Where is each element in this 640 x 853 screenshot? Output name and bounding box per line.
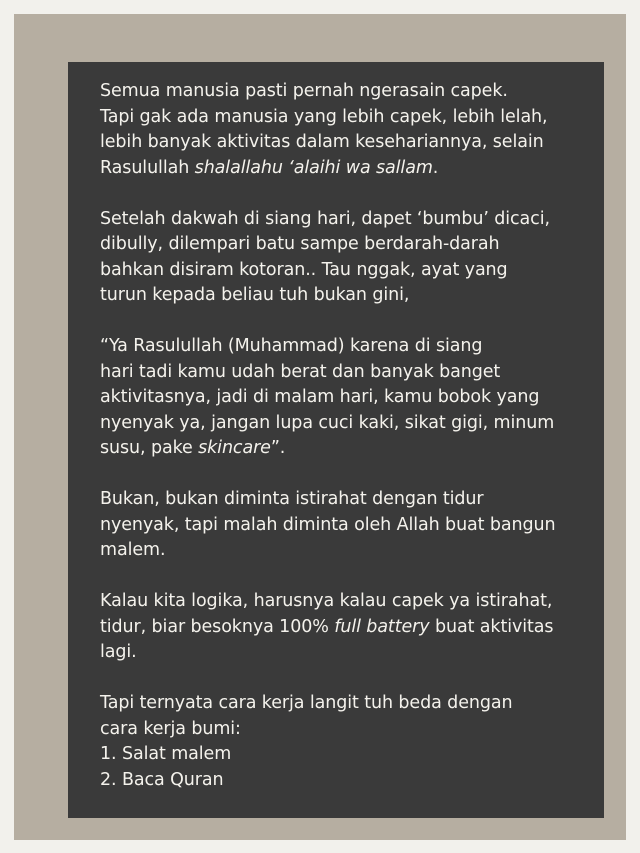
paragraph-1 <box>100 79 590 181</box>
paragraph-5 <box>100 589 590 666</box>
paragraph-3-quote <box>100 334 590 462</box>
text-segment: Rasulullah <box>100 157 195 178</box>
beige-frame <box>14 14 626 840</box>
text-segment: tidur, biar besoknya 100% <box>100 616 335 637</box>
text-segment: susu, pake <box>100 438 199 458</box>
italic-phrase: full battery <box>334 616 430 637</box>
text-line: nyenyak ya, jangan lupa cuci kaki, sikat gigi, minum <box>100 412 555 433</box>
text-line: lagi. <box>100 642 137 662</box>
text-line: nyenyak, tapi malah diminta oleh Allah buat bangun <box>100 514 556 535</box>
text-line: Tapi ternyata cara kerja langit tuh beda dengan <box>100 693 513 713</box>
italic-phrase: skincare <box>198 438 271 458</box>
text-line: lebih banyak aktivitas dalam kesehariannya, selain <box>100 132 544 152</box>
text-line: Kalau kita logika, harusnya kalau capek ya istirahat, <box>100 591 553 611</box>
text-line <box>100 156 590 182</box>
text-segment: ”. <box>270 438 286 458</box>
text-line <box>100 436 590 462</box>
text-line: Bukan, bukan diminta istirahat dengan tidur <box>100 489 484 509</box>
article-body <box>100 79 590 793</box>
paragraph-6 <box>100 691 590 793</box>
text-line <box>100 615 590 641</box>
text-segment: buat aktivitas <box>429 616 554 637</box>
text-line: “Ya Rasulullah (Muhammad) karena di siang <box>100 336 483 356</box>
text-line: Tapi gak ada manusia yang lebih capek, lebih lelah, <box>100 106 548 127</box>
list-item: 2. Baca Quran <box>100 769 224 790</box>
text-line: hari tadi kamu udah berat dan banyak banget <box>100 361 501 382</box>
list-item: 1. Salat malem <box>100 744 232 764</box>
italic-phrase: shalallahu ‘alaihi wa sallam <box>194 157 433 178</box>
text-line: turun kepada beliau tuh bukan gini, <box>100 285 410 305</box>
text-card <box>68 62 604 818</box>
text-line: bahkan disiram kotoran.. Tau nggak, ayat yang <box>100 259 508 280</box>
text-segment: . <box>432 157 439 178</box>
text-line: aktivitasnya, jadi di malam hari, kamu bobok yang <box>100 387 540 407</box>
text-line: Semua manusia pasti pernah ngerasain capek. <box>100 81 508 101</box>
text-line: malem. <box>100 540 166 560</box>
text-line: dibully, dilempari batu sampe berdarah-darah <box>100 234 500 254</box>
paragraph-2 <box>100 207 590 309</box>
text-line: cara kerja bumi: <box>100 718 241 739</box>
paragraph-4 <box>100 487 590 564</box>
text-line: Setelah dakwah di siang hari, dapet ‘bumbu’ dicaci, <box>100 208 550 229</box>
